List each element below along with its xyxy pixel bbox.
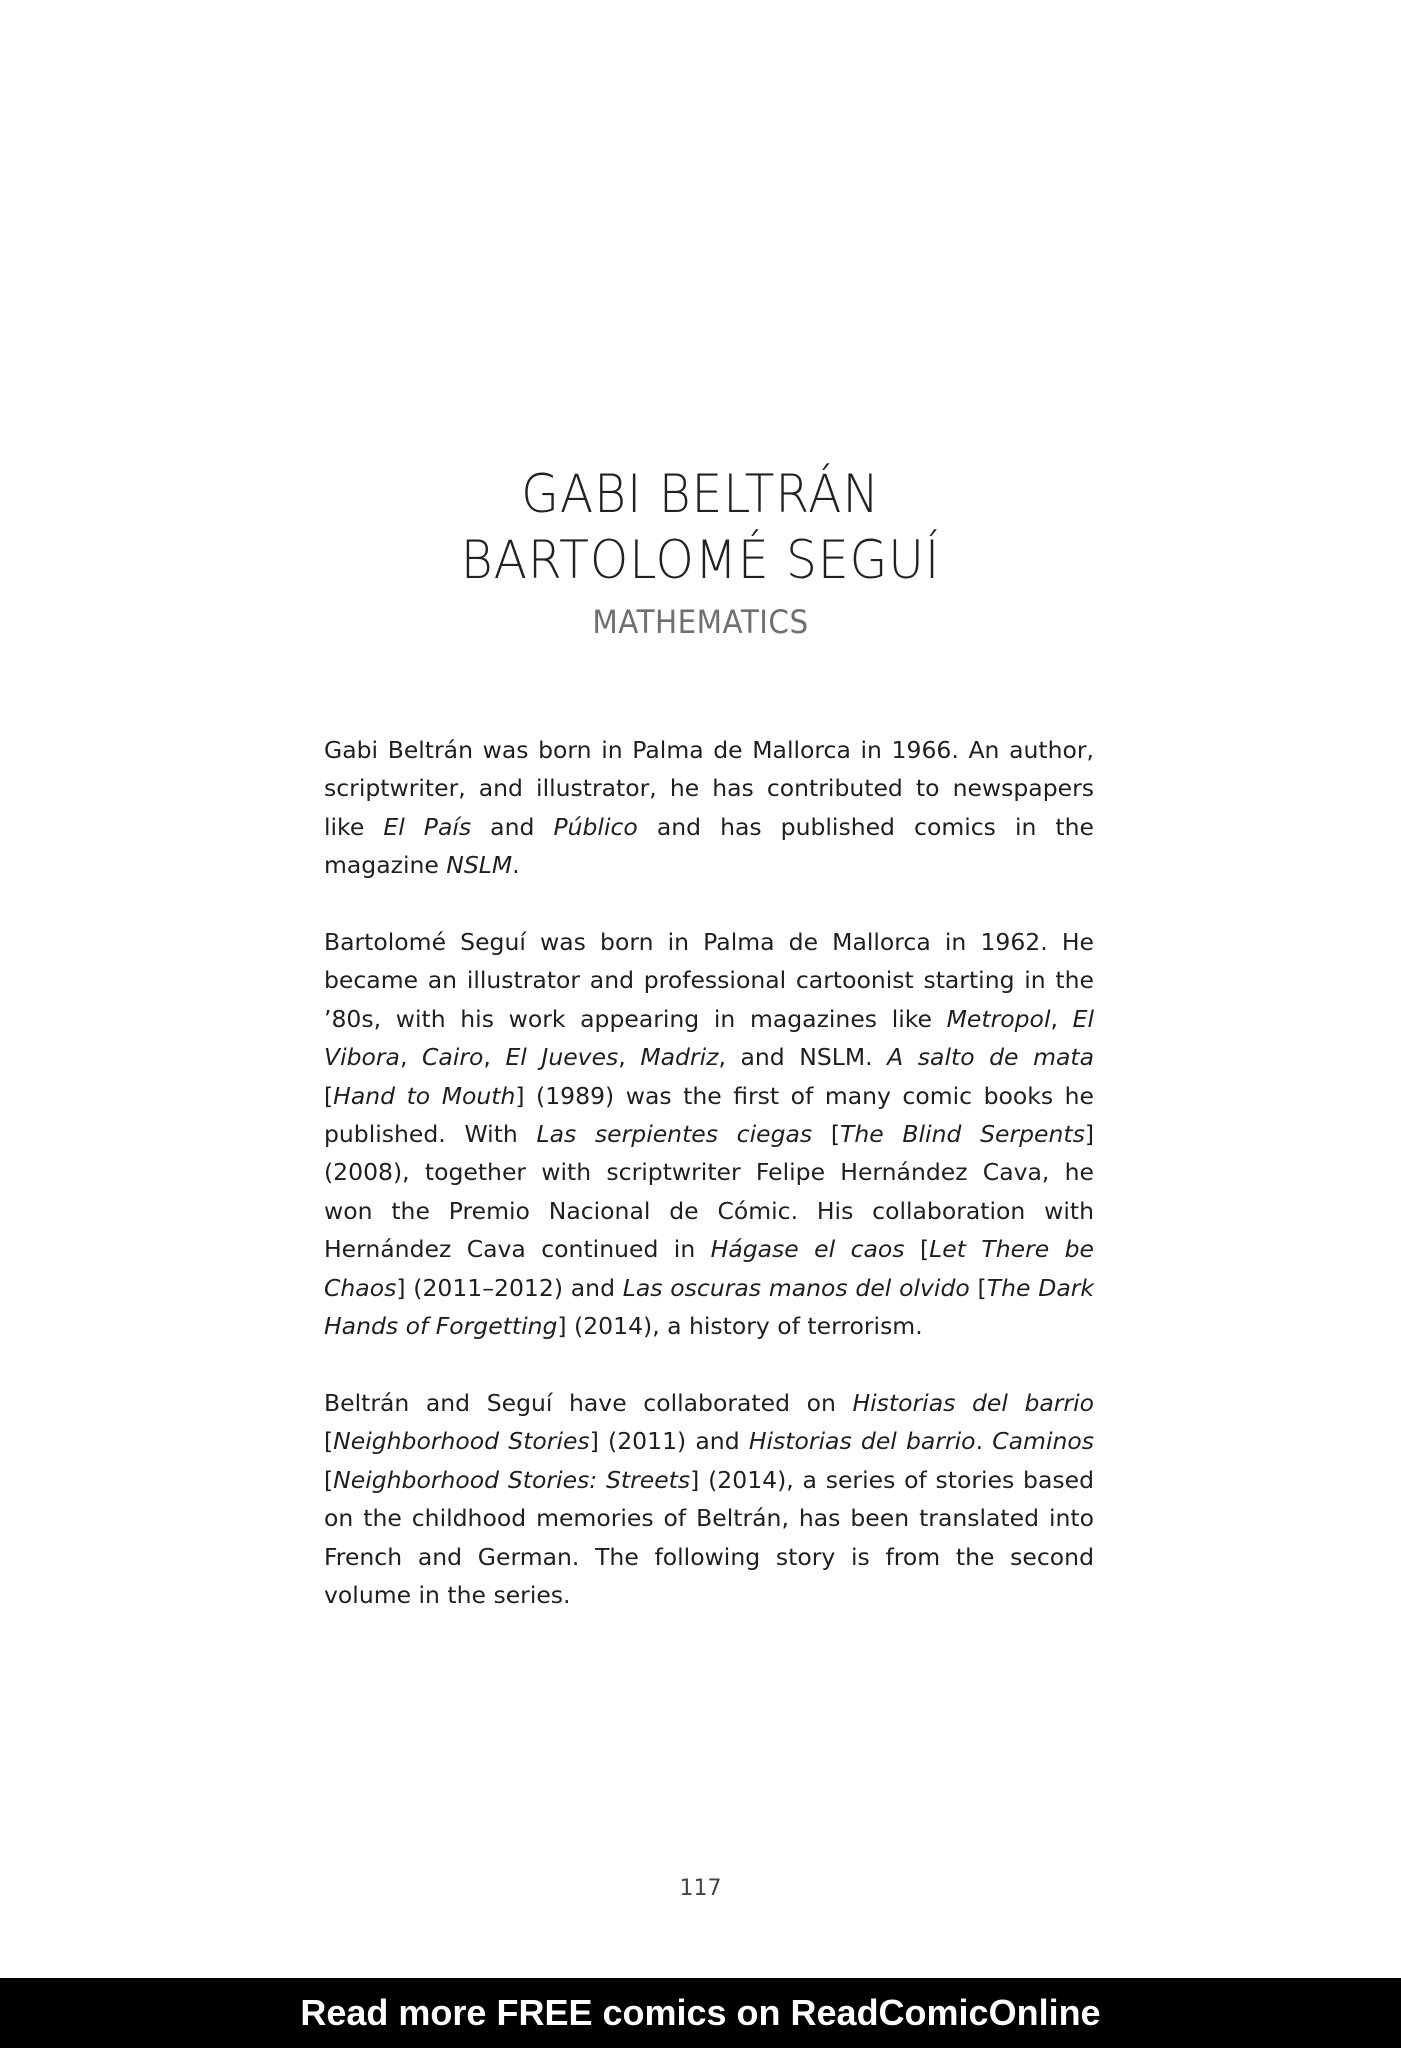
italic-title: Neighborhood Stories bbox=[333, 1427, 590, 1456]
italic-title: The Blind Serpents bbox=[840, 1120, 1085, 1149]
italic-title: El Jueves bbox=[505, 1043, 619, 1072]
page-number: 117 bbox=[679, 1876, 722, 1901]
italic-title: Metropol bbox=[946, 1004, 1051, 1033]
biography-paragraph-segui: Bartolomé Seguí was born in Palma de Mallorca in 1962. He became an illustrator and professional cartoonist starting in the ’80s, with his work appearing in magazines like Metropol, El Vibora, Cairo, El Jueves, Madriz, and NSLM. A salto de mata [Hand to Mouth] (1989) was the first of many comic books he published. With Las serpientes ciegas [The Blind Serpents] (2008), together with scriptwriter Felipe Hernández Cava, he won the Premio Nacional de Cómic. His collaboration with Hernández Cava continued in Hágase el caos [Let There be Chaos] (2011–2012) and Las oscuras manos del olvido [The Dark Hands of Forgetting] (2014), a history of terrorism. bbox=[324, 928, 1095, 1341]
story-title: MATHEMATICS bbox=[592, 603, 809, 641]
italic-title: Neighborhood Stories: Streets bbox=[333, 1465, 691, 1494]
italic-title: Let There be Chaos bbox=[324, 1235, 1094, 1302]
italic-title: El País bbox=[383, 812, 472, 841]
italic-title: Madriz bbox=[640, 1043, 719, 1072]
italic-title: Hand to Mouth bbox=[333, 1081, 516, 1110]
italic-title: Historias del barrio bbox=[748, 1427, 976, 1456]
italic-title: El Vibora bbox=[324, 1004, 1094, 1072]
italic-title: The Dark Hands of Forgetting bbox=[324, 1273, 1094, 1341]
italic-title: Historias del barrio bbox=[852, 1388, 1094, 1417]
italic-title: A salto de mata bbox=[887, 1043, 1094, 1072]
biography-paragraph-collaboration: Beltrán and Seguí have collaborated on Historias del barrio [Neighborhood Stories] (2011) and Historias del barrio. Caminos [Neighborhood Stories: Streets] (2014), a series of stories based on the childhood memories of Beltrán, has been translated into French and German. The following story is from the second volume in the series. bbox=[324, 1388, 1094, 1609]
italic-title: NSLM bbox=[446, 851, 513, 880]
chapter-header bbox=[0, 462, 1401, 644]
italic-title: Las oscuras manos del olvido bbox=[622, 1273, 970, 1302]
author-name-2: BARTOLOMÉ SEGUÍ bbox=[460, 530, 941, 591]
author-name-1: GABI BELTRÁN bbox=[521, 464, 880, 525]
italic-title: Público bbox=[553, 812, 638, 841]
promo-banner[interactable] bbox=[0, 1978, 1401, 2048]
italic-title: Caminos bbox=[992, 1427, 1094, 1456]
promo-banner-link[interactable]: Read more FREE comics on ReadComicOnline bbox=[300, 1992, 1101, 2033]
italic-title: Hágase el caos bbox=[710, 1235, 905, 1264]
italic-title: Las serpientes ciegas bbox=[536, 1120, 813, 1149]
italic-title: Cairo bbox=[422, 1043, 484, 1072]
biography-text bbox=[324, 731, 1094, 1653]
biography-paragraph-beltran: Gabi Beltrán was born in Palma de Mallorca in 1966. An author, scriptwriter, and illustrator, he has contributed to newspapers like El País and Público and has published comics in the magazine NSLM. bbox=[324, 736, 1094, 880]
